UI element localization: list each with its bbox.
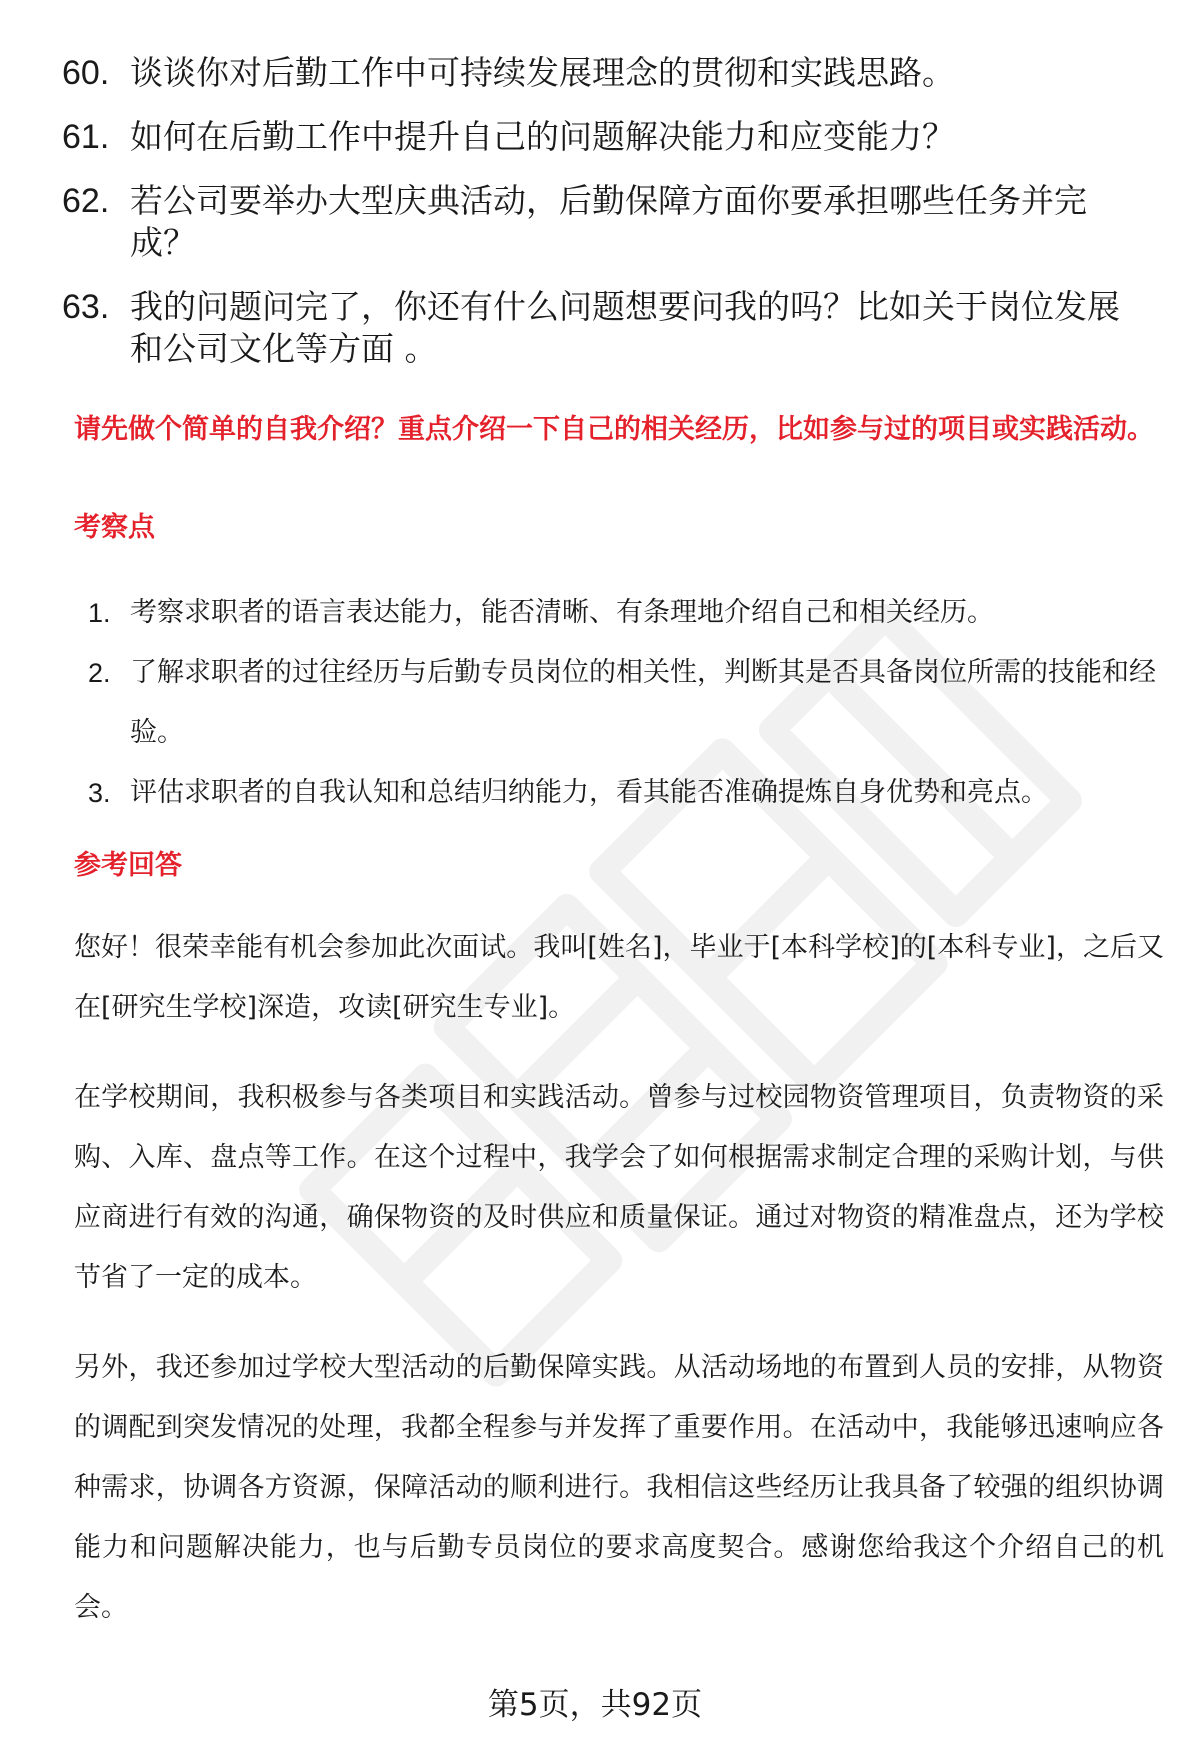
list-item bbox=[88, 763, 1166, 823]
points-list bbox=[88, 583, 1166, 823]
point-number: 3. bbox=[88, 778, 111, 808]
answer-paragraph: 您好！很荣幸能有机会参加此次面试。我叫[姓名]，毕业于[本科学校]的[本科专业]，之后又在[研究生学校]深造，攻读[研究生专业]。 bbox=[74, 932, 1164, 1023]
answer-label: 参考回答 bbox=[74, 850, 182, 881]
section-question-heading: 请先做个简单的自我介绍？重点介绍一下自己的相关经历，比如参与过的项目或实践活动。 bbox=[74, 414, 1154, 445]
page-number: 第5页，共92页 bbox=[487, 1687, 703, 1723]
list-item bbox=[88, 583, 1166, 643]
question-text: 如何在后勤工作中提升自己的问题解决能力和应变能力？ bbox=[130, 117, 955, 156]
point-text: 评估求职者的自我认知和总结归纳能力，看其能否准确提炼自身优势和亮点。 bbox=[130, 777, 1048, 808]
point-number: 2. bbox=[88, 658, 111, 688]
question-list bbox=[62, 52, 1152, 392]
point-text: 考察求职者的语言表达能力，能否清晰、有条理地介绍自己和相关经历。 bbox=[130, 597, 994, 628]
point-number: 1. bbox=[88, 598, 111, 628]
answer-paragraph: 在学校期间，我积极参与各类项目和实践活动。曾参与过校园物资管理项目，负责物资的采购、入库、盘点等工作。在这个过程中，我学会了如何根据需求制定合理的采购计划，与供应商进行有效的沟通，确保物资的及时供应和质量保证。通过对物资的精准盘点，还为学校节省了一定的成本。 bbox=[74, 1082, 1164, 1293]
list-item bbox=[62, 116, 1152, 158]
question-number: 63. bbox=[62, 288, 110, 326]
points-label: 考察点 bbox=[74, 512, 155, 543]
question-number: 61. bbox=[62, 118, 110, 156]
question-number: 62. bbox=[62, 182, 110, 220]
question-text: 若公司要举办大型庆典活动，后勤保障方面你要承担哪些任务并完成？ bbox=[130, 181, 1087, 262]
list-item bbox=[62, 180, 1152, 264]
list-item bbox=[62, 52, 1152, 94]
list-item bbox=[62, 286, 1152, 370]
list-item bbox=[88, 643, 1166, 763]
question-text: 谈谈你对后勤工作中可持续发展理念的贯彻和实践思路。 bbox=[130, 53, 955, 92]
question-text: 我的问题问完了，你还有什么问题想要问我的吗？比如关于岗位发展和公司文化等方面 。 bbox=[130, 287, 1120, 368]
point-text: 了解求职者的过往经历与后勤专员岗位的相关性，判断其是否具备岗位所需的技能和经验。 bbox=[130, 657, 1156, 748]
answer-paragraph: 另外，我还参加过学校大型活动的后勤保障实践。从活动场地的布置到人员的安排，从物资的调配到突发情况的处理，我都全程参与并发挥了重要作用。在活动中，我能够迅速响应各种需求，协调各方资源，保障活动的顺利进行。我相信这些经历让我具备了较强的组织协调能力和问题解决能力，也与后勤专员岗位的要求高度契合。感谢您给我这个介绍自己的机会。 bbox=[74, 1352, 1164, 1623]
question-number: 60. bbox=[62, 54, 110, 92]
